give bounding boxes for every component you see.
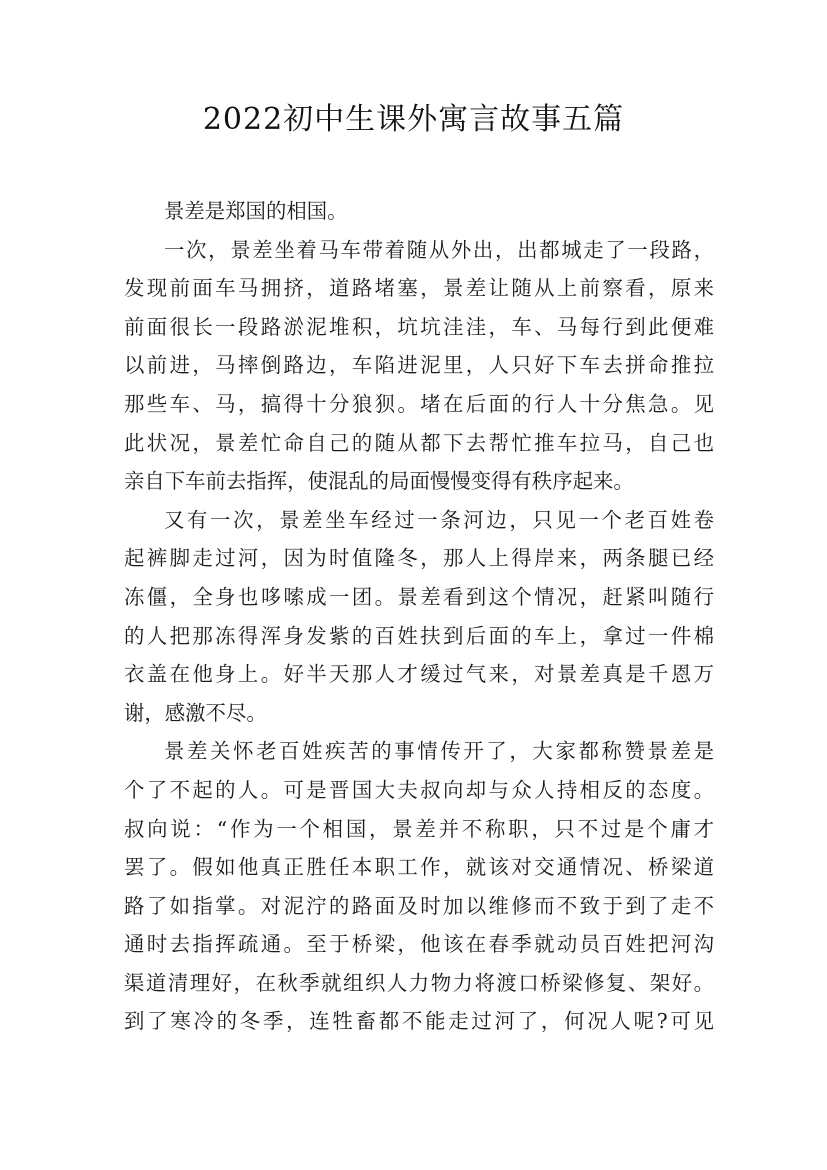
text-line: 发现前面车马拥挤，道路堵塞，景差让随从上前察看，原来 (124, 276, 714, 301)
text-line: 又有一次，景差坐车经过一条河边，只见一个老百姓卷 (164, 507, 714, 532)
text-line: 通时去指挥疏通。至于桥梁，他该在春季就动员百姓把河沟 (124, 932, 714, 957)
text-line: 渠道清理好，在秋季就组织人力物力将渡口桥梁修复、架好。 (124, 970, 714, 995)
text-line: 此状况，景差忙命自己的随从都下去帮忙推车拉马，自己也 (124, 430, 714, 455)
text-line: 谢，感激不尽。 (124, 700, 267, 725)
text-line: 以前进，马摔倒路边，车陷进泥里，人只好下车去拼命推拉 (124, 353, 714, 378)
text-line: 冻僵，全身也哆嗦成一团。景差看到这个情况，赶紧叫随行 (124, 584, 714, 609)
document-title: 2022初中生课外寓言故事五篇 (202, 102, 625, 137)
text-line: 前面很长一段路淤泥堆积，坑坑洼洼，车、马每行到此便难 (124, 314, 714, 339)
text-line: 衣盖在他身上。好半天那人才缓过气来，对景差真是千恩万 (124, 662, 714, 687)
text-line: 个了不起的人。可是晋国大夫叔向却与众人持相反的态度。 (124, 777, 714, 802)
document-body (124, 192, 714, 1041)
text-line: 亲自下车前去指挥，使混乱的局面慢慢变得有秩序起来。 (124, 469, 634, 494)
text-line: 景差关怀老百姓疾苦的事情传开了，大家都称赞景差是 (164, 739, 714, 764)
text-line: 起裤脚走过河，因为时值隆冬，那人上得岸来，两条腿已经 (124, 546, 714, 571)
text-line: 到了寒冷的冬季，连牲畜都不能走过河了，何况人呢?可见 (124, 1009, 714, 1034)
paragraph (124, 192, 714, 231)
paragraph (124, 732, 714, 1041)
text-line: 路了如指掌。对泥泞的路面及时加以维修而不致于到了走不 (124, 893, 714, 918)
text-line: 景差是郑国的相国。 (164, 199, 348, 223)
text-line: 罢了。假如他真正胜任本职工作，就该对交通情况、桥梁道 (124, 855, 714, 880)
text-line: 叔向说：“作为一个相国，景差并不称职，只不过是个庸才 (124, 816, 714, 841)
paragraph (124, 501, 714, 733)
text-line: 那些车、马，搞得十分狼狈。堵在后面的行人十分焦急。见 (124, 391, 714, 416)
text-line: 一次，景差坐着马车带着随从外出，出都城走了一段路， (164, 237, 714, 262)
paragraph (124, 231, 714, 501)
text-line: 的人把那冻得浑身发紫的百姓扶到后面的车上，拿过一件棉 (124, 623, 714, 648)
